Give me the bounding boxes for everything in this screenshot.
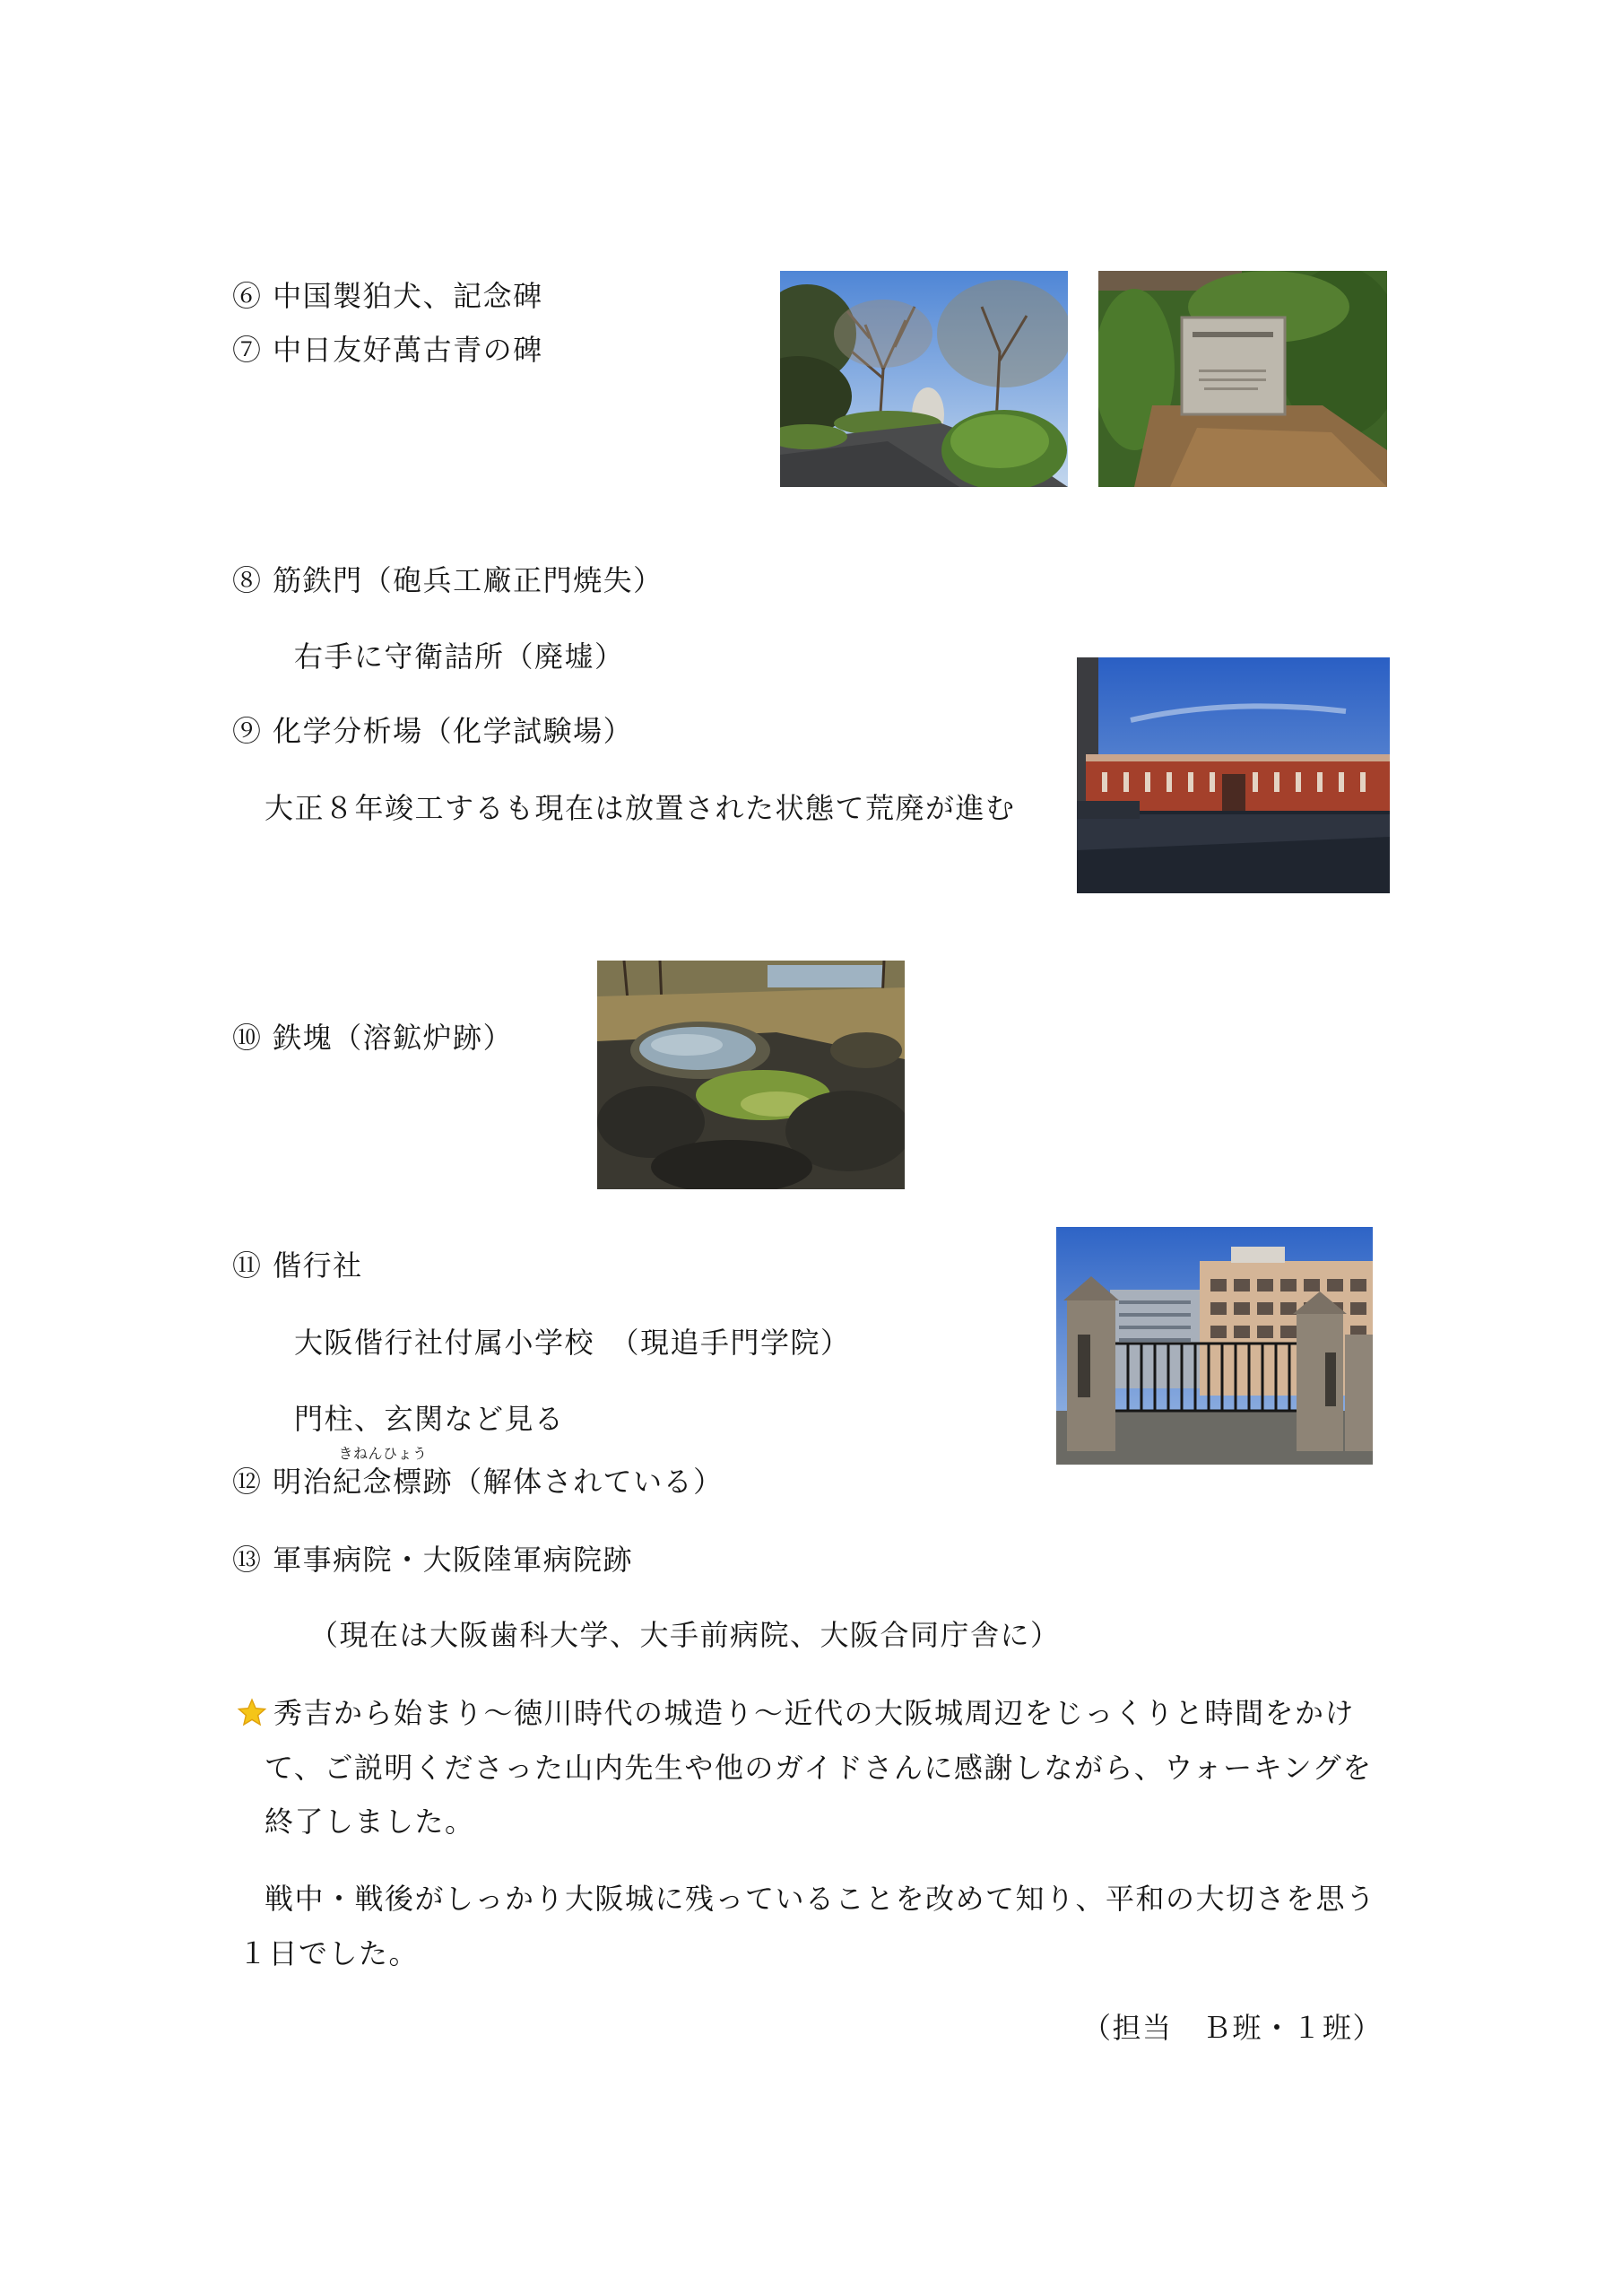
item-9-title: ⑨ 化学分析場（化学試験場）	[232, 714, 634, 748]
item-8-note: 右手に守衛詰所（廃墟）	[294, 639, 625, 674]
photo-school-gate-image	[1056, 1227, 1373, 1465]
item-10-title: ⑩ 鉄塊（溶鉱炉跡）	[232, 1021, 514, 1055]
closing-line-1: 戦中・戦後がしっかり大阪城に残っていることを改めて知り、平和の大切さを思う	[265, 1882, 1376, 1916]
item-6-title: ⑥ 中国製狛犬、記念碑	[232, 279, 543, 313]
item-7-title: ⑦ 中日友好萬古青の碑	[232, 333, 543, 367]
star-icon	[237, 1698, 267, 1728]
item-8-title: ⑧ 筋鉄門（砲兵工廠正門焼失）	[232, 563, 664, 597]
item-12-ruby: きねんひょう	[338, 1445, 428, 1462]
summary-line-3: 終了しました。	[265, 1805, 475, 1839]
photo-furnace-site	[597, 961, 905, 1189]
item-13-note: （現在は大阪歯科大学、大手前病院、大阪合同庁舎に）	[309, 1618, 1061, 1652]
summary-line-1: 秀吉から始まり～徳川時代の城造り～近代の大阪城周辺をじっくりと時間をかけ	[273, 1696, 1356, 1730]
photo-chemical-lab-image	[1077, 657, 1390, 893]
photo-furnace-site-image	[597, 961, 905, 1189]
signature: （担当 Ｂ班・１班）	[1081, 2011, 1383, 2045]
item-9-note: 大正８年竣工するも現在は放置された状態て荒廃が進む	[265, 791, 1016, 825]
photo-chemical-lab	[1077, 657, 1390, 893]
photo-komainu-park	[780, 271, 1068, 487]
item-11-note-school: 大阪偕行社付属小学校 （現追手門学院）	[294, 1326, 851, 1360]
item-11-note-gate: 門柱、玄関など見る	[294, 1402, 565, 1436]
item-13-title: ⑬ 軍事病院・大阪陸軍病院跡	[232, 1543, 634, 1577]
photo-monument-image	[1098, 271, 1387, 487]
closing-line-2: １日でした。	[239, 1936, 420, 1970]
item-12-title: ⑫ 明治紀念標跡（解体されている）	[232, 1465, 724, 1499]
photo-school-gate	[1056, 1227, 1373, 1465]
item-11-title: ⑪ 偕行社	[232, 1248, 363, 1283]
summary-line-2: て、ご説明くださった山内先生や他のガイドさんに感謝しながら、ウォーキングを	[265, 1751, 1373, 1785]
photo-komainu-park-image	[780, 271, 1068, 487]
photo-monument	[1098, 271, 1387, 487]
